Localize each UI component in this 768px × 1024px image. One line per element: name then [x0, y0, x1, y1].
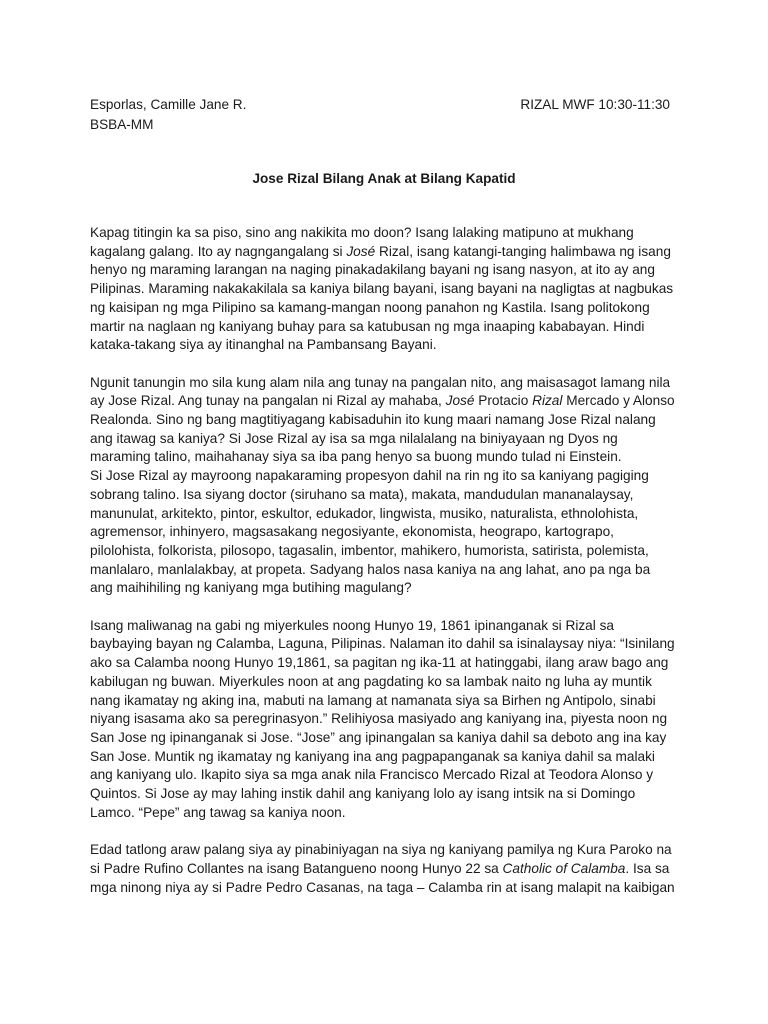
- header-row-2: [90, 115, 670, 135]
- paragraph-2: [90, 374, 675, 468]
- class-schedule: RIZAL MWF 10:30-11:30: [520, 97, 670, 112]
- paragraph-5-italic-church: Catholic of Calamba: [502, 860, 626, 876]
- paragraph-1-text-a: Kapag titingin ka sa piso, sino ang nakikita mo doon? Isang lalaking matipuno at mukhang kagalang galang. Ito ay nagngangalang si: [90, 225, 634, 259]
- paragraph-4: Isang maliwanag na gabi ng miyerkules noong Hunyo 19, 1861 ipinanganak si Rizal sa baybaying bayan ng Calamba, Laguna, Pilipinas. Nalaman ito dahil sa isinalaysay niya: “Isinilang ako sa Calamba noong Hunyo 19,1861, sa pagitan ng ika-11 at hatinggabi, ilang araw bago ang kabilugan ng buwan. Miyerkules noon at ang pagdating ko sa lambak naito ng luha ay muntik nang ikamatay ng aking ina, mabuti na lamang at namanata siya sa Birhen ng Antipolo, sinabi niyang isasama ako sa peregrinasyon.” Relihiyosa masiyado ang kaniyang ina, piyesta noon ng San Jose ng ipinanganak si Jose. “Jose” ang ipinangalan sa kaniya dahil sa deboto ang ina kay San Jose. Muntik ng ikamatay ng kaniyang ina ang pagpapanganak sa kaniya dahil sa malaki ang kaniyang ulo. Ikapito siya sa mga anak nila Francisco Mercado Rizal at Teodora Alonso y Quintos. Si Jose ay may lahing instik dahil ang kaniyang lolo ay isang intsik na si Domingo Lamco. “Pepe” ang tawag sa kaniya noon.: [90, 617, 675, 820]
- paragraph-5-text-c: . Isa sa mga ninong niya ay si Padre Pedro Casanas, na taga – Calamba rin at isang malapit na kaibigan: [90, 860, 675, 895]
- paragraph-1-italic-jose: José: [346, 243, 376, 259]
- document-title: Jose Rizal Bilang Anak at Bilang Kapatid: [252, 171, 516, 186]
- paragraph-2-text-c: Protacio: [474, 393, 533, 409]
- paragraph-5-text-a: Edad tatlong araw palang siya ay pinabiniyagan na siya ng kaniyang pamilya ng Kura Paroko na si Padre Rufino Collantes na isang Batangueno noong Hunyo 22 sa: [90, 842, 672, 876]
- paragraph-3: Si Jose Rizal ay mayroong napakaraming propesyon dahil na rin ng ito sa kaniyang pagiging sobrang talino. Isa siyang doctor (siruhano sa mata), makata, mandudulan mananalaysay, manunulat, arkitekto, pintor, eskultor, edukador, lingwista, musiko, naturalista, ethnolohista, agremensor, inhinyero, magsasakang negosiyante, ekonomista, heograpo, kartograpo, pilolohista, folkorista, pilosopo, tagasalin, imbentor, mahikero, humorista, satirista, polemista, manlalaro, manlalakbay, at propeta. Sadyang halos nasa kaniya na ang lahat, ano pa nga ba ang maihihiling ng kaniyang mga butihing magulang?: [90, 468, 651, 596]
- paragraph-2-text-a: Ngunit tanungin mo sila kung alam nila ang tunay na pangalan nito, ang maisasagot lamang nila ay Jose Rizal. Ang tunay na pangalan ni Rizal ay mahaba,: [90, 374, 671, 409]
- document-header: [90, 95, 670, 135]
- paragraph-5: [90, 841, 675, 897]
- header-row: [90, 95, 670, 115]
- paragraph-2-text-e: Mercado y Alonso Realonda. Sino ng bang magtitiyagang kabisaduhin ito kung maari namang Jose Rizal nalang ang itawag sa kaniya? Si Jose Rizal ay isa sa mga nilalalang na biniyayaan ng Dyos ng maraming talino, maihahanay siya sa iba pang henyo sa buong mundo tulad ni Einstein.: [90, 393, 675, 465]
- student-course: BSBA-MM: [90, 117, 154, 132]
- paragraph-2-italic-jose: José: [445, 393, 475, 409]
- paragraph-1: [90, 224, 675, 355]
- paragraph-2-italic-rizal: Rizal: [532, 393, 563, 409]
- document-body: [90, 224, 675, 916]
- student-name: Esporlas, Camille Jane R.: [90, 97, 247, 112]
- paragraph-1-text-c: Rizal, isang katangi-tanging halimbawa ng isang henyo ng maraming larangan na naging pinakadakilang bayani ng isang nasyon, at ito ay ang Pilipinas. Maraming nakakakilala sa kaniya bilang bayani, isang bayani na nagligtas at nagbukas ng kaisipan ng mga Pilipino sa kamang-mangan noong panahon ng Kastila. Isang politokong martir na naglaan ng kaniyang buhay para sa katubusan ng mga inaaping kababayan. Hindi kataka-takang siya ay itinanghal na Pambansang Bayani.: [90, 243, 674, 353]
